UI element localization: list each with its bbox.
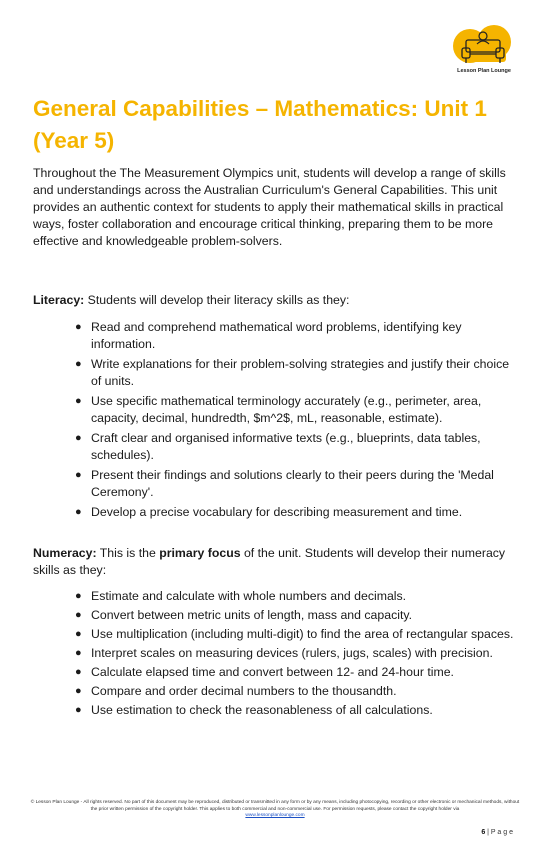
bullet-icon: ● bbox=[75, 609, 82, 621]
list-item: ● Interpret scales on measuring devices (rulers, jugs, scales) with precision. bbox=[75, 646, 493, 660]
literacy-heading bbox=[33, 292, 521, 309]
list-item: ● Use estimation to check the reasonableness of all calculations. bbox=[75, 703, 433, 717]
numeracy-list bbox=[33, 588, 521, 721]
logo-text: Lesson Plan Lounge bbox=[457, 68, 511, 74]
page-title: General Capabilities – Mathematics: Unit 1 (Year 5) bbox=[33, 96, 487, 153]
list-item: ● Use multiplication (including multi-digit) to find the area of rectangular spaces. bbox=[75, 627, 514, 641]
bullet-icon: ● bbox=[75, 432, 82, 444]
bullet-icon: ● bbox=[75, 321, 82, 333]
bullet-icon: ● bbox=[75, 358, 82, 370]
page-label: | P a g e bbox=[487, 829, 513, 836]
literacy-label: Literacy: bbox=[33, 293, 85, 307]
list-item: ● Craft clear and organised informative texts (e.g., blueprints, data tables, schedules). bbox=[75, 431, 481, 462]
list-item: ● Write explanations for their problem-solving strategies and justify their choice of units. bbox=[75, 357, 510, 388]
bullet-icon: ● bbox=[75, 628, 82, 640]
list-item: ● Develop a precise vocabulary for describing measurement and time. bbox=[75, 505, 463, 519]
copyright-text: © Lesson Plan Lounge - All rights reserved. No part of this document may be reproduced, distributed or transmitted in any form or by any means, including photocopying, recording or other electronic or mechanical methods, without the prior written permission of the copyright holder. This applies to both commercial and non-commercial use. For permission requests, please contact the copyright holder via bbox=[30, 800, 520, 812]
bullet-icon: ● bbox=[75, 590, 82, 602]
list-item: ● Present their findings and solutions clearly to their peers during the 'Medal Ceremony'. bbox=[75, 468, 494, 499]
bullet-icon: ● bbox=[75, 395, 82, 407]
literacy-list bbox=[33, 319, 521, 524]
bullet-icon: ● bbox=[75, 685, 82, 697]
numeracy-heading: Numeracy: This is the primary focus of the unit. Students will develop their numeracy skills as they: bbox=[33, 546, 506, 577]
bullet-icon: ● bbox=[75, 506, 82, 518]
list-item: ● Calculate elapsed time and convert between 12- and 24-hour time. bbox=[75, 665, 454, 679]
literacy-intro: Students will develop their literacy skills as they: bbox=[84, 293, 350, 307]
copyright-footer bbox=[30, 800, 520, 820]
list-item: ● Compare and order decimal numbers to the thousandth. bbox=[75, 684, 397, 698]
list-item: ● Estimate and calculate with whole numbers and decimals. bbox=[75, 589, 407, 603]
list-item: ● Use specific mathematical terminology accurately (e.g., perimeter, area, capacity, decimal, hundredth, $m^2$, mL, reasonable, estimate). bbox=[75, 394, 482, 425]
bullet-icon: ● bbox=[75, 647, 82, 659]
bullet-icon: ● bbox=[75, 704, 82, 716]
page-number-value: 6 bbox=[481, 829, 486, 836]
intro-paragraph: Throughout the The Measurement Olympics unit, students will develop a range of skills and understandings across the Australian Curriculum's General Capabilities. This unit provides an authentic context for students to apply their mathematical skills in practical ways, foster collaboration and encourage critical thinking, preparing them to be more effective and knowledgeable problem-solvers. bbox=[33, 166, 506, 248]
numeracy-label: Numeracy: bbox=[33, 546, 97, 560]
website-link[interactable]: www.lessonplanlounge.com bbox=[245, 813, 305, 818]
bullet-icon: ● bbox=[75, 469, 82, 481]
list-item: ● Convert between metric units of length, mass and capacity. bbox=[75, 608, 413, 622]
page-number bbox=[481, 829, 513, 836]
list-item: ● Read and comprehend mathematical word problems, identifying key information. bbox=[75, 320, 462, 351]
numeracy-emphasis: primary focus bbox=[159, 546, 241, 560]
bullet-icon: ● bbox=[75, 666, 82, 678]
